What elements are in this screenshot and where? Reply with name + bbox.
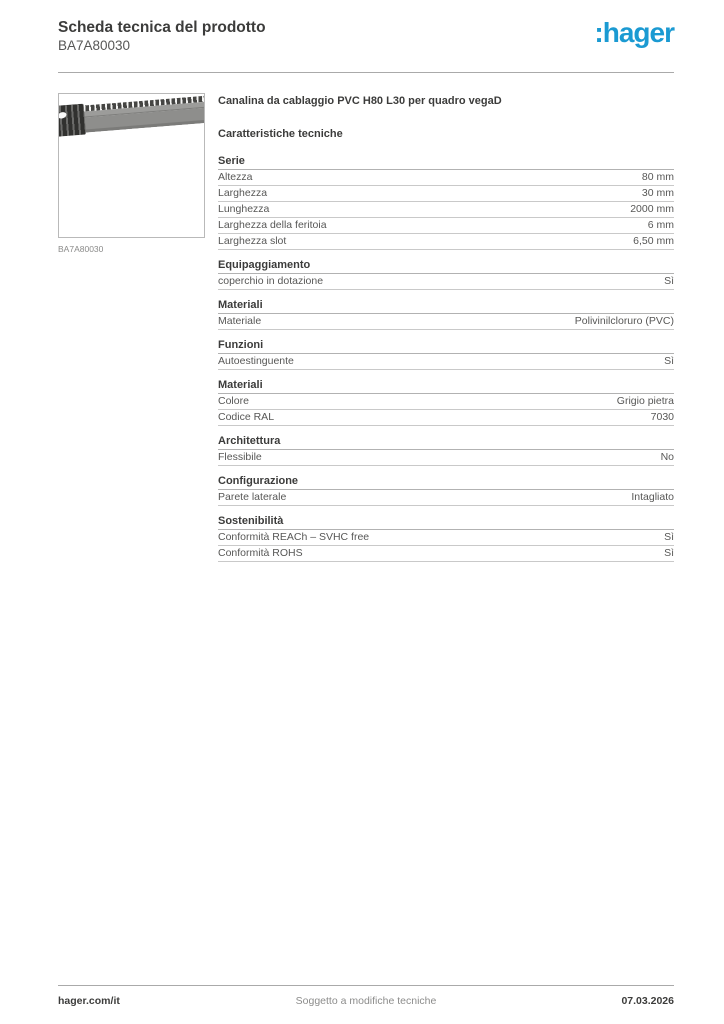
header-divider (58, 72, 674, 73)
product-image (58, 93, 205, 238)
spec-section (218, 515, 674, 562)
product-image-column (58, 93, 205, 571)
spec-value: No (660, 451, 674, 463)
spec-row (218, 218, 674, 234)
spec-label: Conformità REACh – SVHC free (218, 531, 370, 543)
spec-section (218, 339, 674, 370)
spec-label: Altezza (218, 171, 253, 183)
spec-section (218, 259, 674, 290)
spec-label: Autoestinguente (218, 355, 294, 367)
spec-label: Larghezza (218, 187, 268, 199)
spec-value: 30 mm (641, 187, 674, 199)
spec-row (218, 274, 674, 290)
spec-section-title: Equipaggiamento (218, 259, 674, 274)
spec-section (218, 475, 674, 506)
footer-website-link[interactable]: hager.com/it (58, 995, 120, 1007)
page-title: Scheda tecnica del prodotto (58, 19, 266, 36)
spec-value: Sì (664, 547, 674, 559)
spec-label: Codice RAL (218, 411, 275, 423)
spec-value: Sì (664, 275, 674, 287)
spec-section-title: Sostenibilità (218, 515, 674, 530)
spec-label: Larghezza della feritoia (218, 219, 327, 231)
spec-section (218, 435, 674, 466)
footer-disclaimer: Soggetto a modifiche tecniche (295, 995, 437, 1007)
spec-row (218, 490, 674, 506)
spec-label: Colore (218, 395, 249, 407)
spec-label: Materiale (218, 315, 262, 327)
spec-value: 80 mm (641, 171, 674, 183)
main-content (58, 93, 674, 571)
spec-value: 6 mm (647, 219, 674, 231)
product-image-caption: BA7A80030 (58, 244, 104, 254)
spec-value: Sì (664, 355, 674, 367)
spec-row (218, 170, 674, 186)
spec-section-title: Materiali (218, 379, 674, 394)
spec-value: 6,50 mm (633, 235, 674, 247)
spec-row (218, 450, 674, 466)
spec-section (218, 379, 674, 426)
product-code: BA7A80030 (58, 37, 131, 53)
specs-column (218, 93, 674, 571)
footer (58, 985, 674, 1007)
trunking-mounting-hole (58, 111, 67, 119)
spec-value: 2000 mm (630, 203, 674, 215)
spec-row (218, 546, 674, 562)
spec-section-title: Materiali (218, 299, 674, 314)
spec-row (218, 410, 674, 426)
spec-row (218, 186, 674, 202)
spec-row (218, 530, 674, 546)
spec-row (218, 314, 674, 330)
spec-row (218, 202, 674, 218)
spec-value: Sì (664, 531, 674, 543)
spec-label: Larghezza slot (218, 235, 287, 247)
spec-section-title: Serie (218, 155, 674, 170)
specs-heading: Caratteristiche tecniche (218, 128, 343, 140)
spec-value: Polivinilcloruro (PVC) (574, 315, 674, 327)
spec-section-title: Configurazione (218, 475, 674, 490)
cable-trunking-illustration (58, 95, 205, 135)
spec-section (218, 299, 674, 330)
product-name: Canalina da cablaggio PVC H80 L30 per quadro vegaD (218, 95, 502, 107)
spec-row (218, 234, 674, 250)
spec-value: Intagliato (631, 491, 674, 503)
spec-section-title: Funzioni (218, 339, 674, 354)
spec-label: Parete laterale (218, 491, 287, 503)
spec-label: Conformità ROHS (218, 547, 303, 559)
spec-value: Grigio pietra (616, 395, 674, 407)
spec-section-title: Architettura (218, 435, 674, 450)
spec-value: 7030 (650, 411, 674, 423)
spec-label: coperchio in dotazione (218, 275, 324, 287)
spec-sections (218, 155, 674, 562)
spec-label: Lunghezza (218, 203, 270, 215)
spec-row (218, 354, 674, 370)
spec-section (218, 155, 674, 250)
header (58, 19, 674, 54)
hager-logo: :hager (594, 17, 674, 48)
spec-row (218, 394, 674, 410)
spec-label: Flessibile (218, 451, 262, 463)
trunking-end-cap (58, 104, 86, 137)
footer-date: 07.03.2026 (621, 995, 674, 1007)
